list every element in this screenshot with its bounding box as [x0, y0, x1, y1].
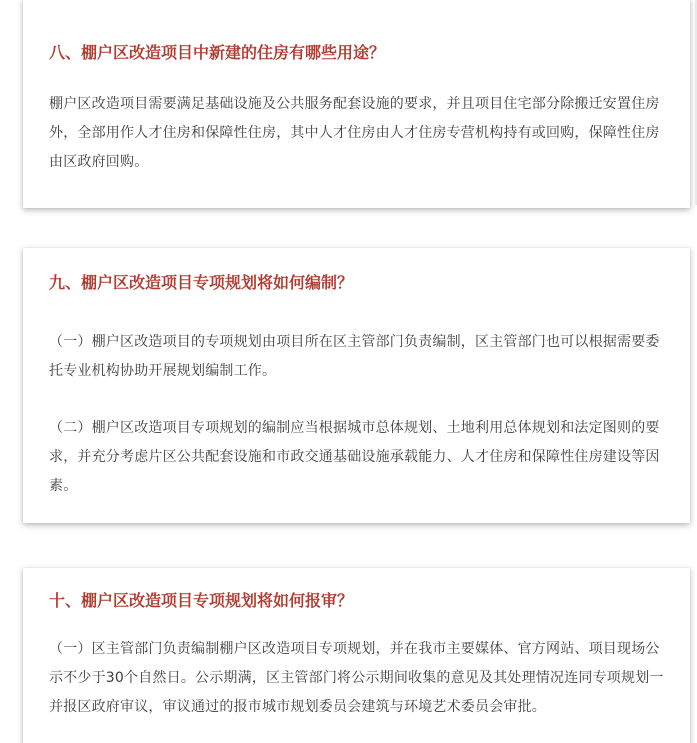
faq-card-9 — [23, 248, 690, 523]
faq-question-9-title: 九、棚户区改造项目专项规划将如何编制？ — [49, 273, 354, 292]
faq-question-10-title: 十、棚户区改造项目专项规划将如何报审？ — [49, 591, 354, 610]
faq-answer-9-paragraph-2: （二）棚户区改造项目专项规划的编制应当根据城市总体规划、土地利用总体规划和法定图则的要求，并充分考虑片区公共配套设施和市政交通基础设施承载能力、人才住房和保障性住房建设等因素。 — [49, 420, 660, 494]
faq-card-8 — [23, 0, 690, 208]
faq-answer-9-paragraph-1: （一）棚户区改造项目的专项规划由项目所在区主管部门负责编制，区主管部门也可以根据需要委托专业机构协助开展规划编制工作。 — [49, 334, 660, 379]
faq-answer-8-paragraph-1: 棚户区改造项目需要满足基础设施及公共服务配套设施的要求，并且项目住宅部分除搬迁安置住房外，全部用作人才住房和保障性住房，其中人才住房由人才住房专营机构持有或回购，保障性住房由区政府回购。 — [49, 96, 660, 170]
faq-card-10 — [23, 568, 690, 743]
faq-answer-10-paragraph-1: （一）区主管部门负责编制棚户区改造项目专项规划，并在我市主要媒体、官方网站、项目现场公示不少于30个自然日。公示期满，区主管部门将公示期间收集的意见及其处理情况连同专项规划一并报区政府审议，审议通过的报市城市规划委员会建筑与环境艺术委员会审批。 — [49, 641, 664, 715]
faq-question-8-title: 八、棚户区改造项目中新建的住房有哪些用途？ — [49, 43, 386, 62]
